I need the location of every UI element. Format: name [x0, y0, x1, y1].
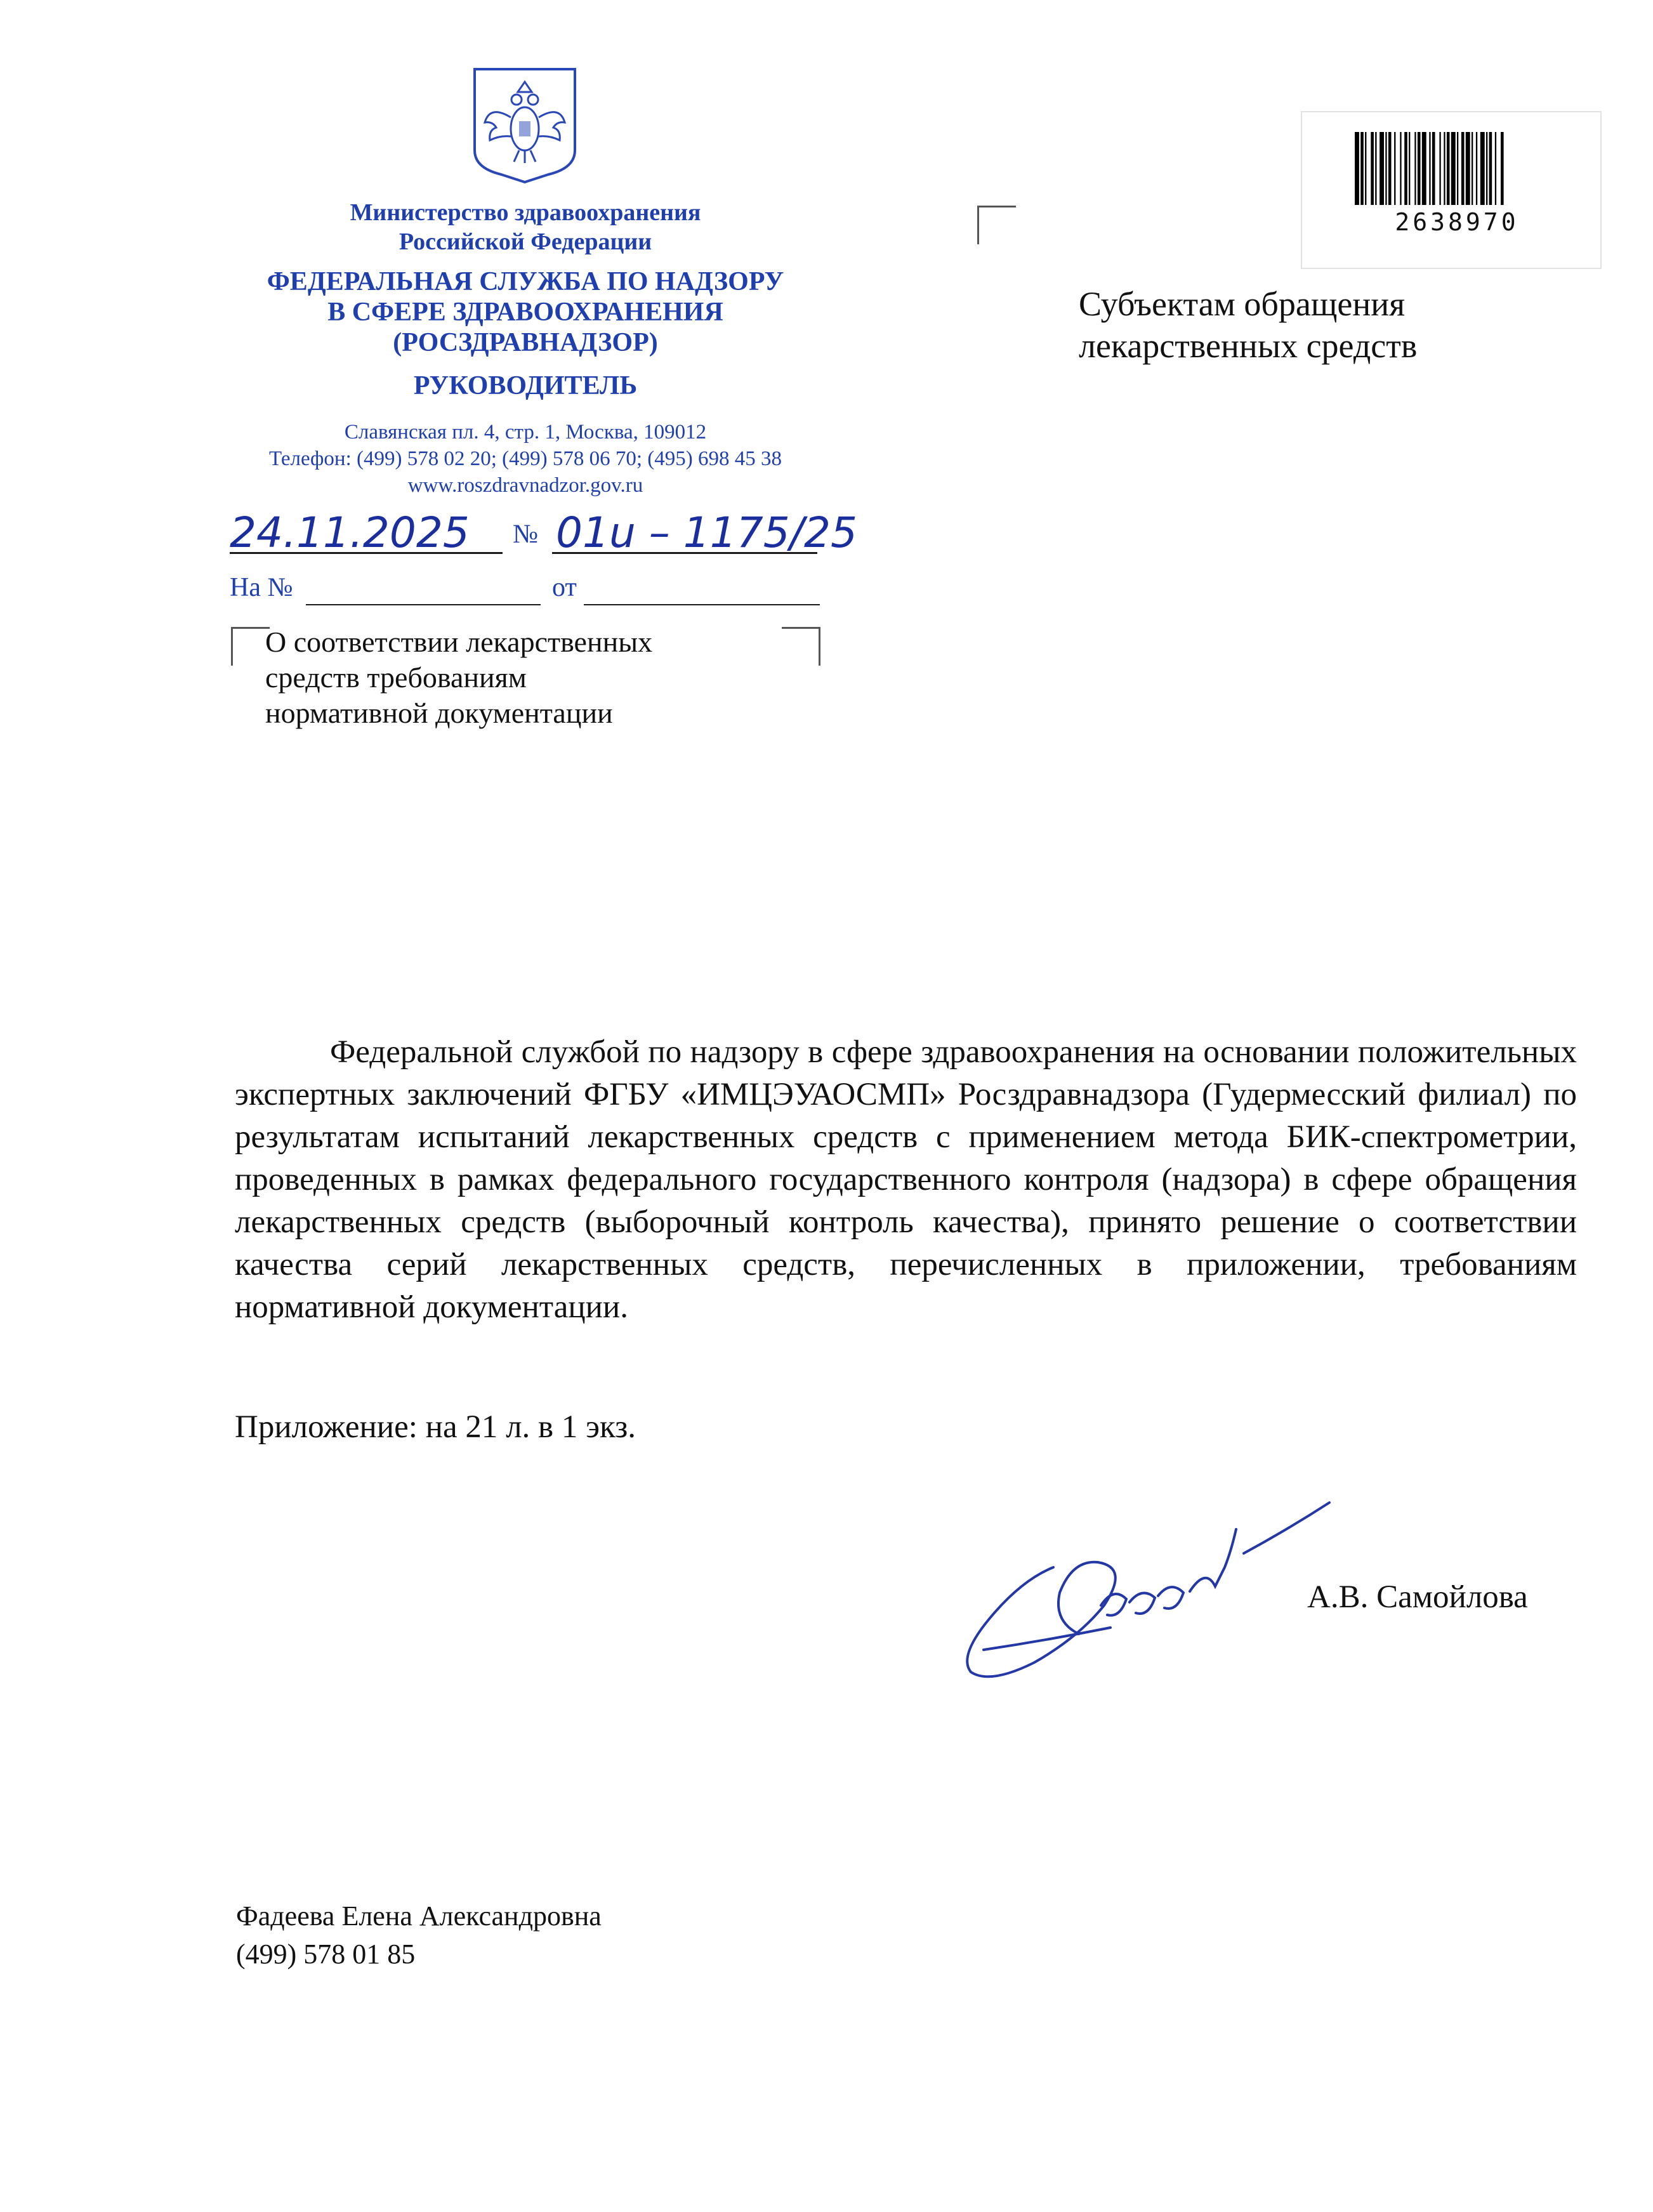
- barcode-bar: [1466, 132, 1470, 205]
- barcode-bar: [1385, 132, 1386, 205]
- barcode-bar: [1444, 132, 1445, 205]
- barcode-bar: [1461, 132, 1465, 205]
- barcode-bar: [1409, 132, 1410, 205]
- barcode-bar: [1429, 132, 1430, 205]
- executor-phone: (499) 578 01 85: [236, 1939, 416, 1970]
- barcode-icon: [1355, 132, 1559, 205]
- subject-line-3: нормативной документации: [265, 697, 613, 729]
- subject-line-1: О соответствии лекарственных: [265, 626, 653, 658]
- barcode-bar: [1355, 132, 1359, 205]
- barcode-bar: [1447, 132, 1450, 205]
- barcode-bar: [1380, 132, 1384, 205]
- barcode-bar: [1472, 132, 1473, 205]
- date-field: [230, 508, 503, 557]
- phones-line: Телефон: (499) 578 02 20; (499) 578 06 70; (495) 698 45 38: [268, 447, 782, 470]
- reply-number-line: [306, 579, 541, 605]
- barcode-bar: [1489, 132, 1492, 205]
- service-name: [209, 267, 841, 358]
- barcode-bar: [1486, 132, 1487, 205]
- barcode-bar: [1432, 132, 1435, 205]
- barcode-bar: [1480, 132, 1485, 205]
- recipient-line-2: лекарственных средств: [1079, 327, 1418, 365]
- number-label: №: [513, 520, 539, 549]
- head-title: РУКОВОДИТЕЛЬ: [413, 371, 638, 400]
- letterhead-address: [209, 419, 841, 499]
- website-line: www.roszdravnadzor.gov.ru: [407, 474, 643, 497]
- service-line-1: ФЕДЕРАЛЬНАЯ СЛУЖБА ПО НАДЗОРУ: [267, 267, 784, 296]
- attachment-note: Приложение: на 21 л. в 1 экз.: [235, 1409, 636, 1445]
- reply-label: На №: [230, 573, 293, 602]
- recipient-corner-left: [977, 206, 1016, 244]
- barcode-number: 2638970: [1395, 208, 1519, 236]
- ministry-line-1: Министерство здравоохранения: [350, 199, 701, 226]
- barcode-bar: [1476, 132, 1477, 205]
- service-line-2: В СФЕРЕ ЗДРАВООХРАНЕНИЯ: [327, 298, 723, 327]
- subject: [265, 624, 747, 731]
- barcode-bar: [1457, 132, 1458, 205]
- handwritten-number: 01u – 1175/25: [556, 508, 857, 557]
- subject-line-2: средств требованиям: [265, 661, 527, 694]
- barcode-bar: [1400, 132, 1401, 205]
- barcode-bar: [1501, 132, 1504, 205]
- barcode-bar: [1451, 132, 1456, 205]
- service-line-3: (РОСЗДРАВНАДЗОР): [393, 328, 658, 357]
- handwritten-signature: [945, 1491, 1339, 1688]
- signer-name: А.В. Самойлова: [1307, 1579, 1528, 1615]
- recipient-line-1: Субъектам обращения: [1079, 285, 1406, 323]
- barcode-bar: [1495, 132, 1496, 205]
- barcode-bar: [1418, 132, 1421, 205]
- barcode-bar: [1371, 132, 1374, 205]
- handwritten-date: 24.11.2025: [230, 508, 470, 557]
- letter-body: [235, 1031, 1577, 1329]
- executor-name: Фадеева Елена Александровна: [236, 1900, 602, 1932]
- ministry-line-2: Российской Федерации: [398, 228, 652, 255]
- barcode-bar: [1439, 132, 1440, 205]
- russian-coat-of-arms-icon: [471, 67, 579, 185]
- number-field: [552, 508, 857, 557]
- body-paragraph: Федеральной службой по надзору в сфере здравоохранения на основании положительных экспертных заключений ФГБУ «ИМЦЭУАОСМП» Росздравнадзора (Гудермесский филиал) по результатам испытаний лекарственных средств с применением метода БИК-спектрометрии, проведенных в рамках федерального государственного контроля (надзора) в сфере обращения лекарственных средств (выборочный контроль качества), принято решение о соответствии качества серий лекарственных средств, перечисленных в приложении, требованиям нормативной документации.: [235, 1034, 1577, 1325]
- subject-corner-right: [782, 627, 820, 666]
- barcode-bar: [1414, 132, 1416, 205]
- barcode-bar: [1388, 132, 1392, 205]
- barcode-bar: [1404, 132, 1407, 205]
- barcode-bar: [1375, 132, 1376, 205]
- barcode-bar: [1422, 132, 1426, 205]
- barcode-bar: [1365, 132, 1366, 205]
- address-line: Славянская пл. 4, стр. 1, Москва, 109012: [344, 421, 707, 444]
- barcode-bar: [1394, 132, 1395, 205]
- subject-corner-left: [231, 627, 270, 666]
- ministry-name: [267, 198, 784, 256]
- reply-date-line: [584, 579, 820, 605]
- reply-from-label: от: [552, 573, 577, 602]
- barcode-bar: [1360, 132, 1364, 205]
- recipient: [1079, 283, 1574, 367]
